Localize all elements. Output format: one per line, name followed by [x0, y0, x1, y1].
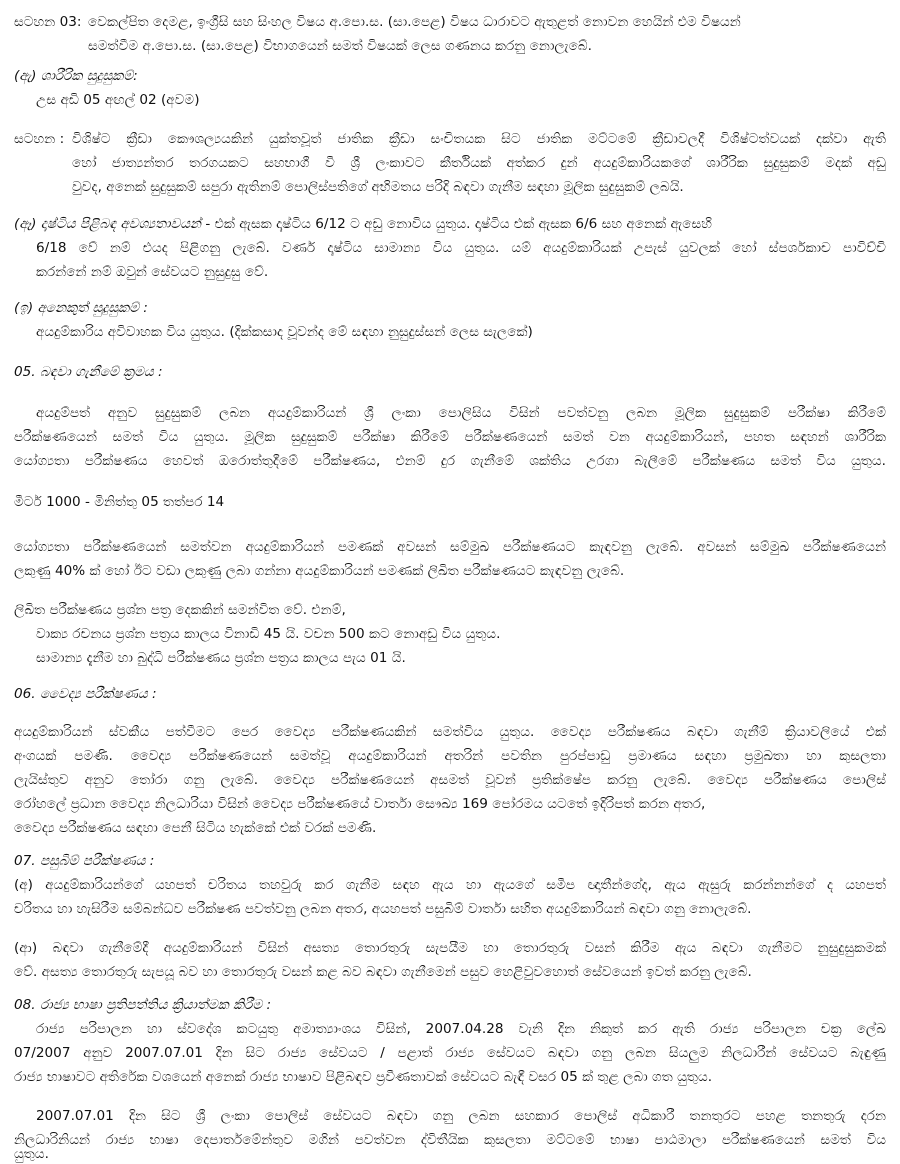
- section08-para1-line-1: රාජ්‍ය පරිපාලන හා ස්වදේශ කටයුතු අමාත්‍යාංශය විසින්, 2007.04.28 වැනි දින නිකුත් කර ඇති රාජ්‍ය පරිපාලන චක්‍ර ලේඛ: [36, 1021, 886, 1037]
- section06-line-2: අංගයක් පමණි. වෛද්‍ය පරීක්ෂණයෙන් සමත්වූ අයදුම්කාරියන් අතරින් පවතින පුරප්පාඩු ප්‍රමාණය සඳහා ප්‍රමුඛතා හා කුසලතා: [14, 748, 886, 764]
- note-sports-line-1: විශිෂ්ට ක්‍රීඩා කෞශල්‍යයකින් යුක්තවූත් ජාතික ක්‍රීඩා සංචිතයක සිට ජාතික මට්ටමේ ක්‍රීඩාවලදී විශිෂ්ටත්වයක් දක්වා ඇති: [72, 131, 886, 147]
- section08-heading: 08. රාජ්‍ය භාෂා ප්‍රතිපත්තිය ක්‍රියාත්මක කිරීම :: [14, 997, 272, 1013]
- section05-heading: 05. බඳවා ගැනීමේ ක්‍රමය :: [14, 364, 163, 380]
- section05-para2-line-1: යෝග්‍යතා පරීක්ෂණයෙන් සමත්වන අයදුම්කාරියන් පමණක් අවසන් සම්මුඛ පරීක්ෂණයට කැඳවනු ලැබේ. අවසන් සම්මුඛ පරීක්ෂණයෙන්: [14, 539, 886, 555]
- vision-line-3: කරන්නේ නම් ඔවුන් සේවයට නුසුදුසු වේ.: [36, 264, 269, 280]
- note03-line-2: සමත්වීම අ.පො.ස. (සා.පෙළ) විභාගයෙන් සමත් විෂයක් ලෙස ගණනය කරනු නොලැබේ.: [88, 38, 592, 54]
- note-sports-label: සටහන :: [14, 131, 65, 147]
- note-sports-line-3: වුවද, අනෙක් සුදුසුකම් සපුරා ඇතිනම් පොලිස්පතිගේ අභිමතය පරිදි බඳවා ගැනීම සඳහා මූලික සුදුසුකම් ලබයි.: [72, 179, 684, 195]
- section08-para1-line-3: රාජ්‍ය භාෂාවට අතිරේක වශයෙන් අනෙක් රාජ්‍ය භාෂාව පිළිබඳව ප්‍රවීණතාවක් සේවයට බැඳී වසර 05 ක් තුළ ලබා ගත යුතුය.: [14, 1069, 713, 1085]
- section06-heading: 06. වෛද්‍ය පරීක්ෂණය :: [14, 686, 157, 702]
- section05-written-3: සාමාන්‍ය දැනීම හා බුද්ධි පරීක්ෂණය ප්‍රශ්න පත්‍රය කාලය පැය 01 යි.: [36, 650, 406, 666]
- other-text: අයදුම්කාරිය අවිවාහක විය යුතුය. (දික්කසාද වූවන්ද මේ සඳහා නුසුදුස්සන් ලෙස සැලකේ): [36, 324, 533, 340]
- vision-heading: (ඈ) දෘෂ්ටිය පිළිබඳ අවශ්‍යතාවයන්: [14, 216, 202, 232]
- note03-label: සටහන 03:: [14, 14, 82, 30]
- section05-para1-line-2: පරීක්ෂණයෙන් සමත් විය යුතුය. මූලික සුදුසුකම් පරීක්ෂා කිරීමේ පරීක්ෂණයෙන් සමත් වන අයදුම්කාරියන්, පහත සඳහන් ශාරීරික: [14, 429, 886, 445]
- section08-para2-line-1: 2007.07.01 දින සිට ශ්‍රී ලංකා පොලිස් සේවයට බඳවා ගනු ලබන සහකාර පොලිස් අධිකාරී තනතුරට පහළ තනතුරු දරන: [36, 1108, 886, 1124]
- section08-para2-line-3: යුතුය.: [14, 1146, 49, 1162]
- section06-line-4: රෝහලේ ප්‍රධාන වෛද්‍ය නිලධාරියා විසින් වෛද්‍ය පරීක්ෂණයේ වාර්තා සෞඛ්‍ය 169 පෝරමය යටතේ ඉදිරිපත් කරන අතර,: [14, 796, 706, 812]
- section05-run-requirement: මීටර් 1000 - මිනිත්තු 05 තත්පර 14: [14, 494, 225, 510]
- section07-b-line-2: වේ. අසත්‍ය තොරතුරු සැපයූ බව හා තොරතුරු වසන් කළ බව බඳවා ගැනීමෙන් පසුව හෙළිවුවහොත් සේවයෙන් ඉවත් කරනු ලැබේ.: [14, 964, 752, 980]
- note03-line-1: වෙකල්පිත දෙමළ, ඉංග්‍රීසි සහ සිංහල විෂය අ.පො.ස. (සා.පෙළ) විෂය ධාරාවට ඇතුළත් නොවන හෙයින් එම විෂයන්: [88, 14, 741, 30]
- section07-a-line-2: චරිතය හා හැසිරීම සම්බන්ධව පරීක්ෂණ පවත්වනු ලබන අතර, අයහපත් පසුබිම් වාර්තා සහිත අයදුම්කාරියන් බඳවා ගනු නොලැබේ.: [14, 901, 752, 917]
- physical-heading: (ඇ) ශාරීරික සුදුසුකම්:: [14, 68, 138, 84]
- section06-line-1: අයදුම්කාරියන් ස්වකීය පත්වීමට පෙර වෛද්‍ය පරීක්ෂණයකින් සමත්විය යුතුය. වෛද්‍ය පරීක්ෂණය බඳවා ගැනීම් ක්‍රියාවලියේ එක්: [14, 724, 886, 740]
- section05-written-1: ලිඛිත පරීක්ෂණය ප්‍රශ්න පත්‍ර දෙකකින් සමන්විත වේ. එනම්,: [14, 602, 346, 618]
- vision-line-2: 6/18 වේ නම් එයද පිළිගනු ලැබේ. වර්ණ දෘෂ්ටිය සාමාන්‍ය විය යුතුය. යම් අයදුම්කාරියක් උපැස් යුවලක් හෝ ස්පර්ශකාච පාවිච්චි: [36, 240, 886, 256]
- section06-line-5: වෛද්‍ය පරීක්ෂණය සඳහා පෙනී සිටිය හැක්කේ එක් වරක් පමණි.: [14, 820, 377, 836]
- section07-heading: 07. පසුබිම් පරීක්ෂණය :: [14, 853, 155, 869]
- physical-height: උස අඩි 05 අඟල් 02 (අවම): [36, 92, 200, 108]
- section05-para1-line-1: අයදුම්පත් අනුව සුදුසුකම් ලබන අයදුම්කාරියන් ශ්‍රී ලංකා පොලිසිය විසින් පවත්වනු ලබන මූලික සුදුසුකම් පරීක්ෂා කිරීමේ: [36, 405, 886, 421]
- section05-para2-line-2: ලකුණු 40% ක් හෝ ඊට වඩා ලකුණු ලබා ගන්නා අයදුම්කාරියන් පමණක් ලිඛිත පරීක්ෂණයට කැඳවනු ලැබේ.: [14, 563, 625, 579]
- section05-para1-line-3: යෝග්‍යතා පරීක්ෂණය හෙවත් ඔරොත්තුදීමේ පරීක්ෂණය, එනම් දුර ගැනීමේ ශක්තිය උරගා බැලීමේ පරීක්ෂණය සමත් විය යුතුය.: [14, 453, 886, 469]
- vision-line-1: - එක් ඇසක දෘෂ්ටිය 6/12 ට අඩු නොවිය යුතුය. දෘෂ්ටිය එක් ඇසක 6/6 සහ අනෙක් ඇසෙහි: [201, 216, 712, 232]
- vision-line-1-wrap: [14, 214, 712, 236]
- section08-para2-line-2: නිලධාරිනියන් රාජ්‍ය භාෂා දෙපාර්තමේන්තුව මගින් පවත්වන ද්විතීයික කුසලතා මට්ටමේ භාෂා පාඨමාලා පරීක්ෂණයෙන් සමත් විය: [14, 1132, 886, 1148]
- other-heading: (ඉ) අනෙකුත් සුදුසුකම් :: [14, 300, 148, 316]
- section07-b-line-1: (ආ) බඳවා ගැනීමේදී අයදුම්කාරියන් විසින් අසත්‍ය තොරතුරු සැපයීම හා තොරතුරු වසන් කිරීම ඇය බඳවා ගැනීමට නුසුදුසුකමක්: [14, 940, 886, 956]
- section07-a-line-1: (අ) අයදුම්කාරියන්ගේ යහපත් චරිතය තහවුරු කර ගැනීම සඳහ ඇය හා ඇයගේ සමීප ඥාතීන්ගේද, ඇය ඇසුරු කරන්නන්ගේ ද යහපත්: [14, 877, 886, 893]
- section05-written-2: වාක්‍ය රචනය ප්‍රශ්න පත්‍රය කාලය විනාඩි 45 යි. වචන 500 කට නොඅඩු විය යුතුය.: [36, 626, 501, 642]
- note-sports-line-2: හෝ ජාත්‍යන්තර තරගයකට සහභාගී වී ශ්‍රී ලංකාවට කීර්තියක් අත්කර දුන් අයදුම්කාරියකගේ ශාරීරික සුදුසුකම් මදක් අඩු: [72, 155, 886, 171]
- section08-para1-line-2: 07/2007 අනුව 2007.07.01 දින සිට රාජ්‍ය සේවයට / පළාත් රාජ්‍ය සේවයට බඳවා ගනු ලබන සියලුම නිලධාරීන් සේවයට බැඳුණු: [14, 1045, 886, 1061]
- section06-line-3: ලැයිස්තුව අනුව තෝරා ගනු ලැබේ. වෛද්‍ය පරීක්ෂණයෙන් අසමත් වූවන් ප්‍රතික්ෂේප කරනු ලැබේ. වෛද්‍ය පරීක්ෂණය පොලිස්: [14, 772, 886, 788]
